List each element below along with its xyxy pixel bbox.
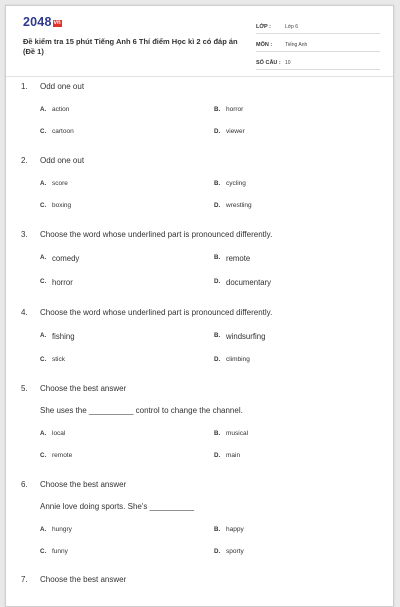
option-text: action [52,106,70,113]
option-c[interactable] [40,278,73,287]
option-text: fishing [52,332,75,341]
option-c[interactable] [40,128,74,135]
option-letter: D. [214,128,221,135]
meta-class-value: Lớp 6 [285,24,299,30]
option-text: wrestling [226,202,252,209]
site-logo[interactable] [23,15,62,29]
option-letter: B. [214,180,221,187]
option-a[interactable] [40,430,65,437]
option-text: main [226,452,241,459]
option-text: stick [52,356,65,363]
meta-count-value: 10 [285,60,291,66]
option-text: windsurfing [226,332,266,341]
option-letter: A. [40,430,47,437]
option-text: boxing [52,202,72,209]
option-letter: A. [40,332,47,339]
option-letter: B. [214,430,221,437]
option-a[interactable] [40,526,72,533]
option-b[interactable] [214,254,250,263]
option-text: cycling [226,180,246,187]
question-number: 5. [21,384,28,393]
option-text: remote [52,452,73,459]
option-text: documentary [226,278,272,287]
option-letter: B. [214,254,221,261]
meta-count-label: SỐ CÂU : [256,60,281,66]
exam-page [5,5,394,607]
meta-subject-label: MÔN : [256,42,273,48]
option-letter: D. [214,278,221,285]
exam-meta [256,21,380,75]
option-letter: D. [214,356,221,363]
option-text: comedy [52,254,80,263]
option-letter: B. [214,106,221,113]
header-divider [6,76,393,77]
option-b[interactable] [214,332,265,341]
meta-class-label: LỚP : [256,24,271,30]
option-c[interactable] [40,452,72,459]
question-text: Choose the best answer [40,384,127,393]
option-d[interactable] [214,548,244,555]
question-sentence: Annie love doing sports. She's __________ [40,502,195,511]
meta-subject-value: Tiếng Anh [285,42,308,48]
question-text: Odd one out [40,156,85,165]
option-letter: C. [40,548,47,555]
option-a[interactable] [40,180,68,187]
option-letter: D. [214,452,221,459]
logo-text: 2048 [23,15,52,29]
question-text: Choose the word whose underlined part is pronounced differently. [40,230,273,239]
option-d[interactable] [214,356,250,363]
option-a[interactable] [40,106,69,113]
option-text: score [52,180,68,187]
question-sentence: She uses the __________ control to change the channel. [40,406,243,415]
option-text: funny [52,548,68,555]
question-4 [21,308,386,363]
option-letter: A. [40,180,47,187]
question-2 [21,156,386,209]
option-d[interactable] [214,128,245,135]
question-text: Choose the word whose underlined part is pronounced differently. [40,308,273,317]
meta-class [256,21,380,34]
question-1 [21,82,386,135]
option-a[interactable] [40,254,79,263]
question-number: 7. [21,575,28,584]
meta-count [256,57,380,70]
option-text: happy [226,526,244,533]
option-letter: C. [40,202,47,209]
option-c[interactable] [40,202,71,209]
option-b[interactable] [214,430,248,437]
question-number: 1. [21,82,28,91]
question-number: 3. [21,230,28,239]
option-letter: C. [40,452,47,459]
question-5 [21,384,386,459]
option-letter: D. [214,548,221,555]
question-number: 2. [21,156,28,165]
option-text: cartoon [52,128,74,135]
question-text: Choose the best answer [40,480,127,489]
option-letter: C. [40,278,47,285]
option-letter: D. [214,202,221,209]
option-letter: B. [214,332,221,339]
question-text: Odd one out [40,82,85,91]
option-letter: B. [214,526,221,533]
option-letter: A. [40,254,47,261]
option-a[interactable] [40,332,75,341]
option-d[interactable] [214,452,240,459]
option-b[interactable] [214,180,246,187]
option-c[interactable] [40,356,65,363]
option-text: hungry [52,526,72,533]
question-3 [21,230,386,287]
question-6 [21,480,386,555]
logo-suffix: vn [53,20,61,26]
question-number: 4. [21,308,28,317]
option-text: remote [226,254,251,263]
option-letter: A. [40,526,47,533]
option-d[interactable] [214,202,252,209]
option-text: musical [226,430,249,437]
option-b[interactable] [214,526,244,533]
option-text: climbing [226,356,250,363]
question-7 [21,575,386,585]
option-text: viewer [226,128,245,135]
option-text: local [52,430,66,437]
question-number: 6. [21,480,28,489]
option-b[interactable] [214,106,243,113]
option-text: horror [226,106,244,113]
question-text: Choose the best answer [40,575,127,584]
option-letter: A. [40,106,47,113]
option-letter: C. [40,128,47,135]
option-letter: C. [40,356,47,363]
option-c[interactable] [40,548,68,555]
option-d[interactable] [214,278,271,287]
meta-subject [256,39,380,52]
document-title: Đề kiểm tra 15 phút Tiếng Anh 6 Thí điểm Học kì 2 có đáp án (Đề 1) [23,37,238,56]
option-text: horror [52,278,73,287]
option-text: sporty [226,548,244,555]
